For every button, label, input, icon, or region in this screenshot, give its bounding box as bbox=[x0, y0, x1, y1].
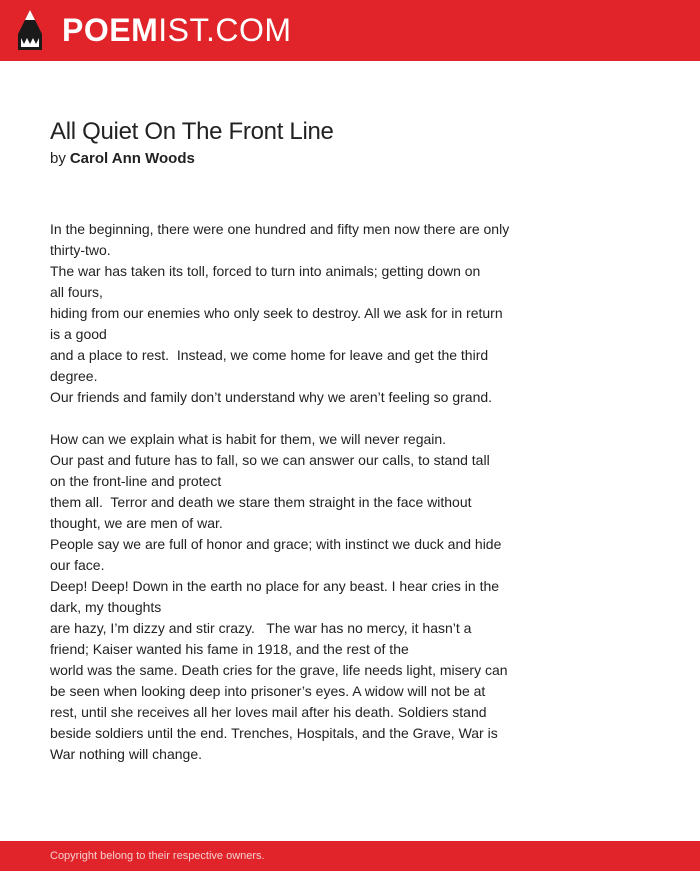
poem-line: Our friends and family don’t understand why we aren’t feeling so grand. bbox=[50, 389, 493, 405]
poem-line: The war has taken its toll, forced to turn into animals; getting down on bbox=[50, 263, 481, 279]
poem-line: rest, until she receives all her loves mail after his death. Soldiers stand bbox=[50, 704, 487, 720]
copyright-notice: Copyright belong to their respective owners. bbox=[50, 850, 265, 862]
logo-text-light: IST.COM bbox=[158, 12, 292, 48]
poem-title: All Quiet On The Front Line bbox=[50, 118, 334, 145]
poem-line: on the front-line and protect bbox=[50, 473, 222, 489]
poem-line: thirty-two. bbox=[50, 242, 111, 258]
poem-line: is a good bbox=[50, 326, 107, 342]
poem-line: and a place to rest. Instead, we come home for leave and get the third bbox=[50, 347, 489, 363]
site-footer bbox=[0, 841, 700, 871]
poem-line: How can we explain what is habit for them, we will never regain. bbox=[50, 431, 447, 447]
site-header bbox=[0, 0, 700, 61]
poem-line: friend; Kaiser wanted his fame in 1918, and the rest of the bbox=[50, 641, 409, 657]
stanza bbox=[50, 429, 590, 765]
poem-body bbox=[50, 219, 590, 765]
poem-line: world was the same. Death cries for the grave, life needs light, misery can bbox=[50, 662, 508, 678]
byline bbox=[50, 148, 590, 170]
by-label: by bbox=[50, 150, 66, 167]
stanza bbox=[50, 219, 590, 408]
poem-line: beside soldiers until the end. Trenches, Hospitals, and the Grave, War is bbox=[50, 725, 498, 741]
poem-line: all fours, bbox=[50, 284, 103, 300]
site-logo[interactable] bbox=[62, 12, 292, 48]
poem-line: People say we are full of honor and grace; with instinct we duck and hide bbox=[50, 536, 502, 552]
poem-line: be seen when looking deep into prisoner’s eyes. A widow will not be at bbox=[50, 683, 486, 699]
poem-line: hiding from our enemies who only seek to destroy. All we ask for in return bbox=[50, 305, 503, 321]
pencil-icon bbox=[18, 10, 42, 52]
poem-line: War nothing will change. bbox=[50, 746, 203, 762]
poem-line: are hazy, I’m dizzy and stir crazy. The war has no mercy, it hasn’t a bbox=[50, 620, 472, 636]
poem-line: them all. Terror and death we stare them straight in the face without bbox=[50, 494, 472, 510]
poem-line: degree. bbox=[50, 368, 98, 384]
poem-line: Deep! Deep! Down in the earth no place for any beast. I hear cries in the bbox=[50, 578, 500, 594]
logo-text-bold: POEM bbox=[62, 12, 159, 48]
author-name: Carol Ann Woods bbox=[69, 150, 195, 167]
poem-line: thought, we are men of war. bbox=[50, 515, 223, 531]
poem-line: our face. bbox=[50, 557, 105, 573]
poem-line: In the beginning, there were one hundred and fifty men now there are only bbox=[50, 221, 510, 237]
poem-line: dark, my thoughts bbox=[50, 599, 162, 615]
poem-container bbox=[50, 116, 590, 786]
poem-line: Our past and future has to fall, so we can answer our calls, to stand tall bbox=[50, 452, 490, 468]
